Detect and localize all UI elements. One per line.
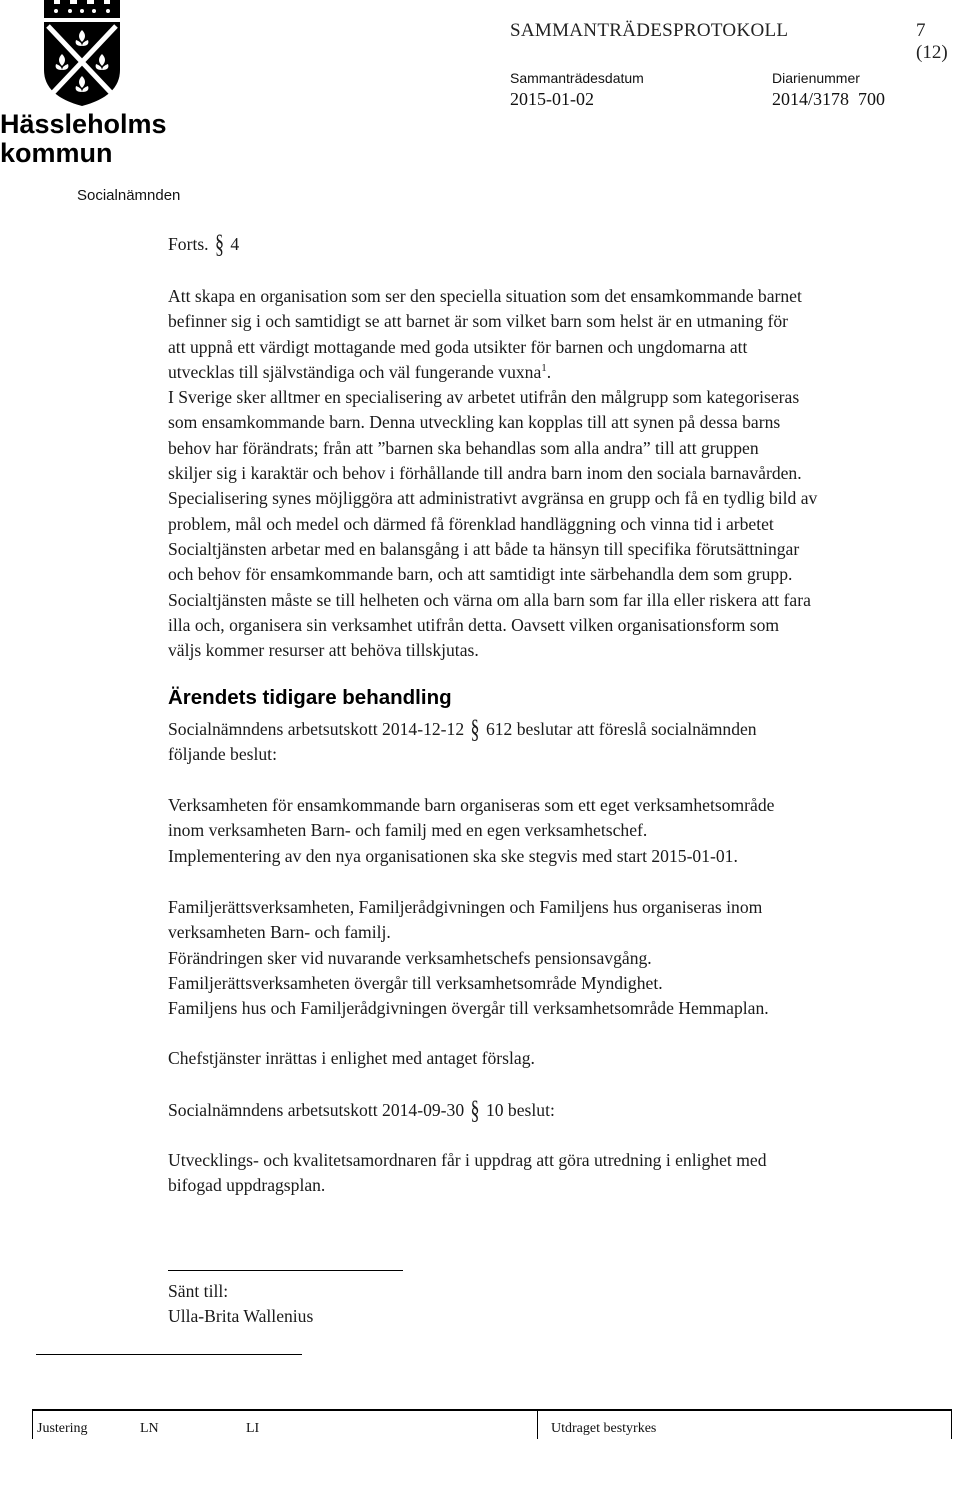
continuation-prefix: Forts. (168, 234, 209, 254)
decision-block (168, 1148, 958, 1199)
document-title: SAMMANTRÄDESPROTOKOLL (510, 20, 789, 41)
sent-to-block (168, 1279, 313, 1329)
decision-line: Familjerättsverksamheten, Familjerådgivningen och Familjens hus organiseras inom (168, 897, 763, 917)
logo-wordmark (0, 110, 167, 168)
main-line: väljs kommer resurser att behöva tillskjutas. (168, 640, 479, 661)
decision-line (168, 1095, 958, 1125)
main-line: problem, mål och medel och därmed få förenklad handläggning och vinna tid i arbetet (168, 513, 774, 534)
main-line: Att skapa en organisation som ser den speciella situation som det ensamkommande barnet (168, 286, 802, 306)
logo-line-2: kommun (0, 138, 113, 168)
footer-justering-label: Justering (37, 1421, 88, 1436)
section-number: 4 (230, 234, 240, 254)
committee-decision-reference (168, 714, 958, 768)
continuation-line (168, 229, 958, 259)
decision-line: Utvecklings- och kvalitetsamordnaren får i uppdrag att göra utredning i enlighet med (168, 1150, 767, 1170)
diary-number-label: Diarienummer (772, 70, 860, 86)
logo-line-1: Hässleholms (0, 109, 167, 139)
footnote-reference: 1 (541, 362, 547, 375)
main-line: Socialtjänsten måste se till helheten och värna om alla barn som far illa eller riskera att fara (168, 589, 811, 610)
footer-separator (951, 1410, 952, 1439)
main-paragraph (168, 284, 958, 663)
main-line: illa och, organisera sin verksamhet utifrån detta. Oavsett vilken organisationsform som (168, 614, 780, 635)
decision-line: Familjerättsverksamheten övergår till verksamhetsområde Myndighet. (168, 972, 663, 993)
main-line: skiljer sig i karaktär och behov i förhållande till andra barn inom den sociala barnavården. (168, 463, 802, 484)
meeting-date-value: 2015-01-02 (510, 89, 594, 109)
decision-line: Förändringen sker vid nuvarande verksamhetschefs pensionsavgång. (168, 947, 652, 968)
footer-initials-1: LN (140, 1421, 159, 1436)
footer-separator (537, 1410, 538, 1439)
decision-line: bifogad uppdragsplan. (168, 1175, 326, 1196)
committee-decision-reference (168, 1095, 958, 1125)
footer-extract-certified: Utdraget bestyrkes (551, 1421, 657, 1436)
decision-line: följande beslut: (168, 744, 277, 765)
sent-to-label: Sänt till: (168, 1281, 229, 1301)
page-number: 7 (12) (916, 20, 948, 63)
footer-initials-2: LI (246, 1421, 260, 1436)
main-line-text: utvecklas till självständiga och väl fungerande vuxna (168, 361, 542, 382)
decision-line: Implementering av den nya organisationen ska ske stegvis med start 2015-01-01. (168, 845, 738, 866)
footer-separator (32, 1410, 33, 1439)
section-heading: Ärendets tidigare behandling (168, 686, 452, 709)
main-line: Specialisering synes möjliggöra att administrativt avgränsa en grupp och få en tydlig bild av (168, 488, 818, 509)
main-line: att uppnå ett värdigt mottagande med goda utsikter för barnen och ungdomarna att (168, 336, 748, 357)
main-line: och behov för ensamkommande barn, och att samtidigt inte särbehandla dem som grupp. (168, 564, 793, 585)
section-sign: § (470, 1095, 480, 1125)
meeting-date-label: Sammanträdesdatum (510, 70, 644, 86)
footer-rule (32, 1409, 952, 1411)
decision-line: Chefstjänster inrättas i enlighet med antaget förslag. (168, 1048, 535, 1068)
main-line: befinner sig i och samtidigt se att barnet är som vilket barn som helst är en utmaning för (168, 311, 789, 332)
main-line: utvecklas till självständiga och väl fungerande vuxna$^1$. (168, 361, 552, 382)
decision-line: Verksamheten för ensamkommande barn organiseras som ett eget verksamhetsområde (168, 795, 775, 815)
decision-suffix: 612 beslutar att föreslå socialnämnden (485, 719, 757, 739)
coat-of-arms-icon (0, 0, 160, 110)
main-line: behov har förändrats; från att ”barnen ska behandlas som alla andra” till att gruppen (168, 437, 759, 458)
decision-block (168, 895, 958, 1021)
diary-number-value: 2014/3178 700 (772, 89, 886, 109)
decision-line: inom verksamheten Barn- och familj med en egen verksamhetschef. (168, 820, 648, 841)
decision-suffix: 10 beslut: (485, 1100, 555, 1120)
decision-line: verksamheten Barn- och familj. (168, 922, 391, 943)
footnote-divider (36, 1354, 302, 1355)
decision-prefix: Socialnämndens arbetsutskott 2014-09-30 (168, 1100, 465, 1120)
committee-name: Socialnämnden (77, 187, 181, 204)
decision-prefix: Socialnämndens arbetsutskott 2014-12-12 (168, 719, 465, 739)
main-line: som ensamkommande barn. Denna utveckling kan kopplas till att synen på dessa barns (168, 412, 781, 433)
main-line: I Sverige sker alltmer en specialisering av arbetet utifrån den målgrupp som kategoriseras (168, 387, 800, 408)
decision-line: Familjens hus och Familjerådgivningen övergår till verksamhetsområde Hemmaplan. (168, 998, 769, 1019)
decision-block (168, 1046, 958, 1071)
decision-line (168, 714, 958, 744)
decision-block (168, 793, 958, 869)
sent-to-recipient: Ulla-Brita Wallenius (168, 1306, 314, 1326)
section-sign: § (470, 714, 480, 744)
section-sign: § (214, 229, 224, 259)
signature-divider (168, 1270, 403, 1271)
main-line: Socialtjänsten arbetar med en balansgång i att både ta hänsyn till specifika förutsättningar (168, 538, 800, 559)
